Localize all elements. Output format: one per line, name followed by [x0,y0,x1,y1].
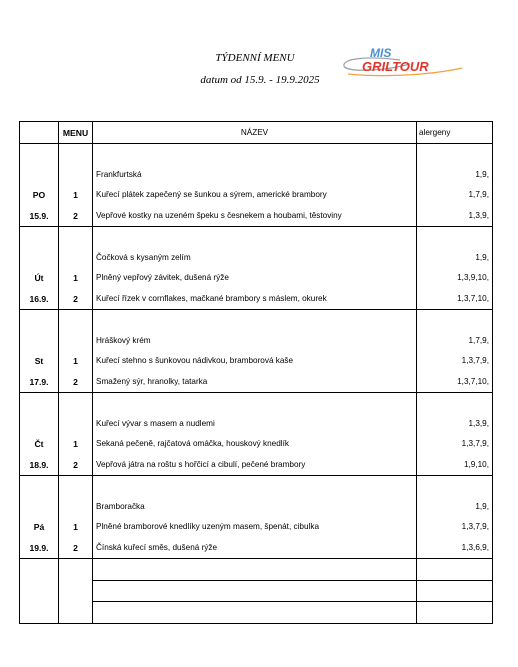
soup-name: Kuřecí vývar s masem a nudlemi [93,414,417,435]
page-title: TÝDENNÍ MENU [215,52,295,64]
menu-number [59,331,93,352]
menu-number [59,476,93,497]
allergens [417,227,493,248]
day-cell [20,165,59,186]
day-cell [20,393,59,414]
soup-allergens: 1,9, [417,165,493,186]
dish-name: Kuřecí plátek zapečený se šunkou a sýrem, americké brambory [93,185,417,206]
allergens [417,144,493,165]
menu-number [59,559,93,581]
allergens [417,310,493,331]
allergens [417,559,493,581]
day-cell [20,476,59,497]
menu-number: 2 [59,372,93,393]
dish-name: Plněné bramborové knedlíky uzeným masem, špenát, cibulka [93,517,417,538]
soup-allergens: 1,7,9, [417,331,493,352]
allergens [417,602,493,624]
soup-allergens: 1,9, [417,248,493,269]
day-date: 18.9. [20,455,59,476]
day-cell [20,310,59,331]
soup-allergens: 1,3,9, [417,414,493,435]
empty-row [20,559,493,581]
table-row [20,268,493,289]
dish-name [93,310,417,331]
dish-name: Vepřové kostky na uzeném špeku s česnekem a houbami, těstoviny [93,206,417,227]
empty-row [20,602,493,624]
dish-name [93,476,417,497]
allergens: 1,3,7,10, [417,289,493,310]
menu-number: 1 [59,185,93,206]
menu-number: 2 [59,455,93,476]
dish-name: Sekaná pečeně, rajčatová omáčka, houskový knedlík [93,434,417,455]
table-row [20,165,493,186]
allergens: 1,7,9, [417,185,493,206]
day-name: Út [20,268,59,289]
table-row [20,497,493,518]
day-cell [20,602,59,624]
menu-number: 1 [59,434,93,455]
menu-number: 2 [59,538,93,559]
dish-name [93,144,417,165]
menu-number: 2 [59,206,93,227]
day-name: St [20,351,59,372]
dish-name [93,580,417,602]
table-row [20,414,493,435]
table-row [20,476,493,497]
dish-name: Plněný vepřový závitek, dušená rýže [93,268,417,289]
menu-number [59,310,93,331]
menu-number: 2 [59,289,93,310]
table-row [20,310,493,331]
soup-name: Hráškový krém [93,331,417,352]
table-row [20,248,493,269]
allergens: 1,3,7,10, [417,372,493,393]
day-date: 17.9. [20,372,59,393]
menu-number [59,414,93,435]
menu-number: 1 [59,268,93,289]
day-column-header [20,122,59,144]
day-cell [20,559,59,581]
menu-number [59,602,93,624]
dish-name [93,602,417,624]
allergens: 1,3,7,9, [417,351,493,372]
date-range: datum od 15.9. - 19.9.2025 [200,74,320,86]
menu-number [59,227,93,248]
day-name: PO [20,185,59,206]
allergens [417,393,493,414]
logo-bottom-text: GRILTOUR [362,59,429,74]
allergens: 1,9,10, [417,455,493,476]
day-cell [20,227,59,248]
allergens: 1,3,9, [417,206,493,227]
dish-name [93,559,417,581]
menu-number: 1 [59,351,93,372]
menu-number [59,580,93,602]
dish-name [93,227,417,248]
menu-number [59,165,93,186]
allergens: 1,3,6,9, [417,538,493,559]
logo-top-text: MIS [370,46,392,60]
dish-name [93,393,417,414]
day-cell [20,497,59,518]
table-row [20,434,493,455]
menu-number [59,248,93,269]
allergens: 1,3,7,9, [417,517,493,538]
day-date: 19.9. [20,538,59,559]
dish-name: Kuřecí řízek v cornflakes, mačkané brambory s máslem, okurek [93,289,417,310]
table-row [20,393,493,414]
table-row [20,372,493,393]
allergens-column-header: alergeny [417,122,493,144]
day-cell [20,414,59,435]
dish-name: Vepřová játra na roštu s hořčicí a cibulí, pečené brambory [93,455,417,476]
day-date: 16.9. [20,289,59,310]
allergens [417,476,493,497]
day-date: 15.9. [20,206,59,227]
day-name: Pá [20,517,59,538]
table-row [20,538,493,559]
soup-name: Bramboračka [93,497,417,518]
day-cell [20,580,59,602]
menu-column-header: MENU [59,122,93,144]
mis-griltour-logo [340,44,466,78]
soup-name: Frankfurtská [93,165,417,186]
table-row [20,289,493,310]
table-row [20,517,493,538]
day-cell [20,248,59,269]
menu-number [59,497,93,518]
dish-name: Smažený sýr, hranolky, tatarka [93,372,417,393]
table-row [20,185,493,206]
allergens: 1,3,9,10, [417,268,493,289]
empty-row [20,580,493,602]
allergens [417,580,493,602]
name-column-header: NÁZEV [93,122,417,144]
weekly-menu-table [19,121,493,624]
day-cell [20,144,59,165]
menu-number: 1 [59,517,93,538]
table-row [20,351,493,372]
table-header-row [20,122,493,144]
allergens: 1,3,7,9, [417,434,493,455]
dish-name: Čínská kuřecí směs, dušená rýže [93,538,417,559]
table-row [20,455,493,476]
table-row [20,206,493,227]
day-cell [20,331,59,352]
day-name: Čt [20,434,59,455]
table-row [20,227,493,248]
menu-number [59,393,93,414]
soup-allergens: 1,9, [417,497,493,518]
table-row [20,144,493,165]
soup-name: Čočková s kysaným zelím [93,248,417,269]
menu-number [59,144,93,165]
table-row [20,331,493,352]
dish-name: Kuřecí stehno s šunkovou nádivkou, bramborová kaše [93,351,417,372]
